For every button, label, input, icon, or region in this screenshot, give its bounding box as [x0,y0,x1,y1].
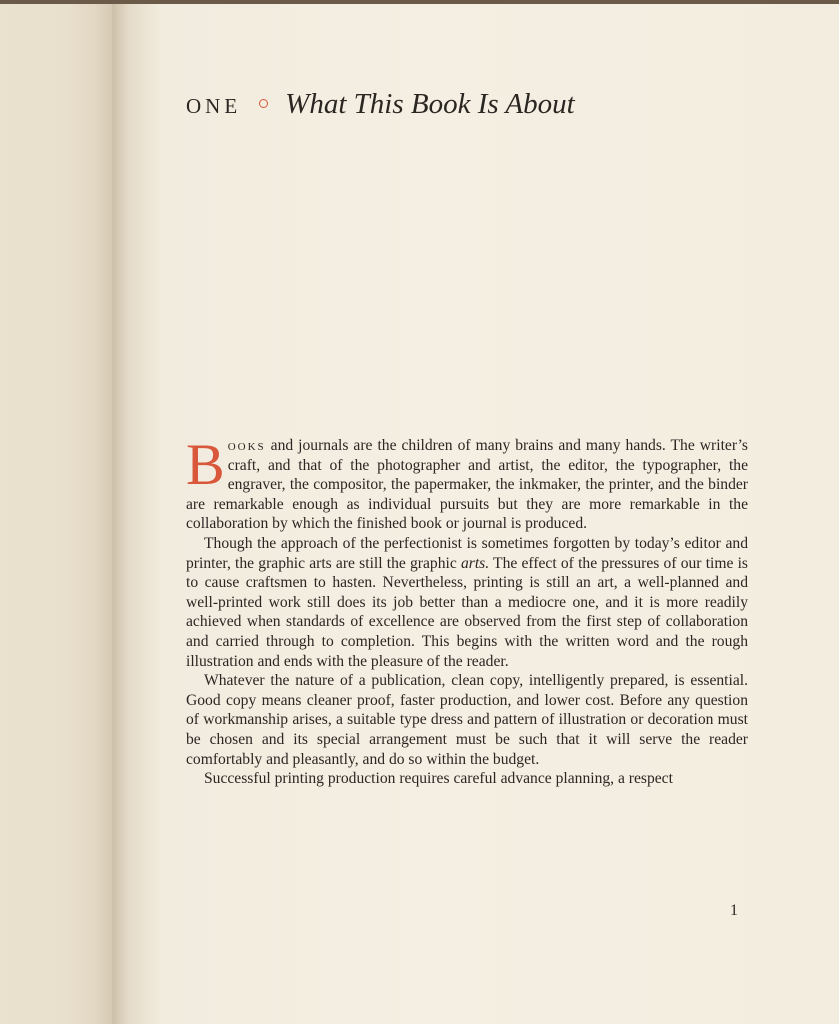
lead-in-small-caps: ooks [227,437,266,454]
paragraph-2-text-b: The effect of the pressures of our time is to cause craftsmen to hasten. Nevertheless, printing is still an art, a well-planned and well-printed work still does its job better than a mediocre one, and it is more readily achieved when standards of excellence are observed from the first step of collaboration and carried through to completion. This begins with the written word and the rough illustration and ends with the pleasure of the reader. [186,554,749,670]
facing-page [0,0,112,1024]
book-gutter [112,0,160,1024]
paragraph-4: Successful printing production requires careful advance planning, a respect [204,770,673,788]
page-number: 1 [730,902,738,919]
body-text [186,432,749,789]
paragraph-2-italic: arts. [460,554,490,572]
chapter-number: ONE [186,94,242,118]
paragraph-2-text-a: Though the approach of the perfectionist is sometimes forgotten by today’s editor and printer, the graphic arts are still the graphic [186,534,748,572]
paragraph-3: Whatever the nature of a publication, clean copy, intelligently prepared, is essential. Good copy means cleaner proof, faster production, and lower cost. Before any question of workmanship arises, a suitable type dress and pattern of illustration or decoration must be chosen and its special arrangement must be such that it will serve the reader comfortably and pleasantly, and do so within the budget. [186,672,748,768]
circle-ornament-icon [259,99,268,108]
page-top-edge [0,0,839,4]
chapter-heading [186,88,786,132]
paragraph-1-text: and journals are the children of many brains and many hands. The writer’s craft, and that of the photographer and artist, the editor, the typographer, the engraver, the compositor, the papermaker, the inkmaker, the printer, and the binder are remarkable enough as individual pursuits but they are more remarkable in the collaboration by which the finished book or journal is produced. [186,437,748,533]
paragraph-1 [186,432,748,534]
chapter-title: What This Book Is About [285,88,575,120]
drop-cap: B [186,432,225,497]
paragraph-2 [186,534,748,671]
